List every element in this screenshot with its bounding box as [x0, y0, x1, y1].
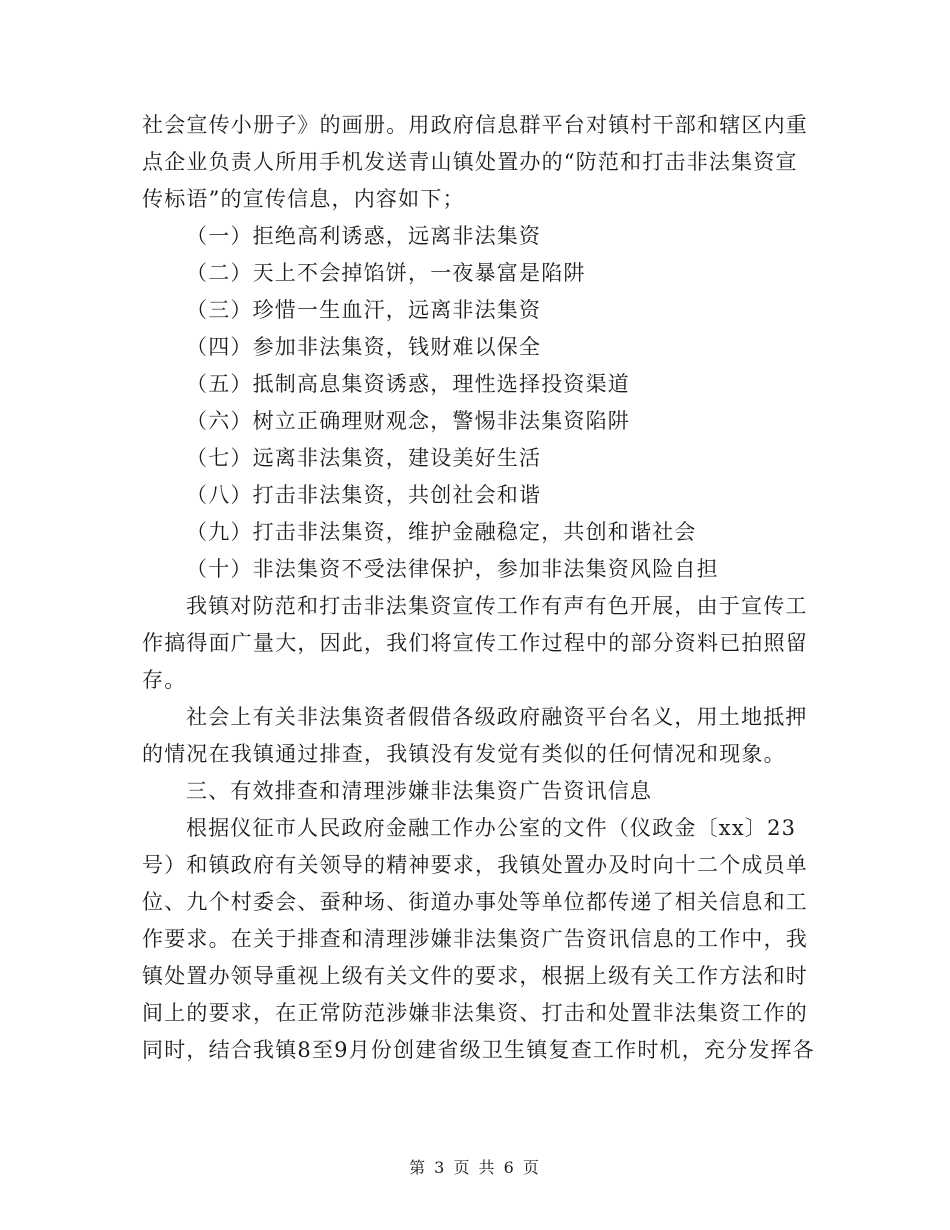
- paragraph-line: 的情况在我镇通过排查，我镇没有发觉有类似的任何情况和现象。: [142, 742, 786, 766]
- paragraph-line: 点企业负责人所用手机发送青山镇处置办的“防范和打击非法集资宣: [142, 150, 798, 174]
- paragraph-line: 根据仪征市人民政府金融工作办公室的文件（仪政金〔xx〕23: [186, 816, 797, 840]
- section-heading: 三、有效排查和清理涉嫌非法集资广告资讯信息: [186, 779, 653, 803]
- paragraph-line: 同时，结合我镇8至9月份创建省级卫生镇复查工作时机，充分发挥各: [142, 1038, 815, 1062]
- paragraph-line: 社会宣传小册子》的画册。用政府信息群平台对镇村干部和辖区内重: [142, 113, 808, 137]
- paragraph-line: 间上的要求，在正常防范涉嫌非法集资、打击和处置非法集资工作的: [142, 1001, 808, 1025]
- slogan-item: （六）树立正确理财观念，警惕非法集资陷阱: [186, 409, 630, 433]
- slogan-item: （七）远离非法集资，建设美好生活: [186, 446, 542, 470]
- paragraph-line: 位、九个村委会、蚕种场、街道办事处等单位都传递了相关信息和工: [142, 890, 808, 914]
- paragraph-line: 传标语”的宣传信息，内容如下；: [142, 187, 465, 211]
- slogan-item: （三）珍惜一生血汗，远离非法集资: [186, 298, 542, 322]
- paragraph-line: 镇处置办领导重视上级有关文件的要求，根据上级有关工作方法和时: [142, 964, 808, 988]
- paragraph-line: 号）和镇政府有关领导的精神要求，我镇处置办及时向十二个成员单: [142, 853, 808, 877]
- slogan-item: （一）拒绝高利诱惑，远离非法集资: [186, 224, 542, 248]
- slogan-item: （四）参加非法集资，钱财难以保全: [186, 335, 542, 359]
- paragraph-line: 我镇对防范和打击非法集资宣传工作有声有色开展，由于宣传工: [186, 594, 808, 618]
- slogan-item: （二）天上不会掉馅饼，一夜暴富是陷阱: [186, 261, 586, 285]
- paragraph-line: 作搞得面广量大，因此，我们将宣传工作过程中的部分资料已拍照留: [142, 631, 808, 655]
- paragraph-line: 社会上有关非法集资者假借各级政府融资平台名义，用土地抵押: [186, 705, 808, 729]
- slogan-item: （八）打击非法集资，共创社会和谐: [186, 483, 542, 507]
- slogan-item: （九）打击非法集资，维护金融稳定，共创和谐社会: [186, 520, 697, 544]
- page-footer: 第 3 页 共 6 页: [409, 1158, 541, 1177]
- slogan-item: （十）非法集资不受法律保护，参加非法集资风险自担: [186, 557, 719, 581]
- paragraph-line: 存。: [142, 668, 187, 692]
- slogan-item: （五）抵制高息集资诱惑，理性选择投资渠道: [186, 372, 630, 396]
- paragraph-line: 作要求。在关于排查和清理涉嫌非法集资广告资讯信息的工作中，我: [142, 927, 808, 951]
